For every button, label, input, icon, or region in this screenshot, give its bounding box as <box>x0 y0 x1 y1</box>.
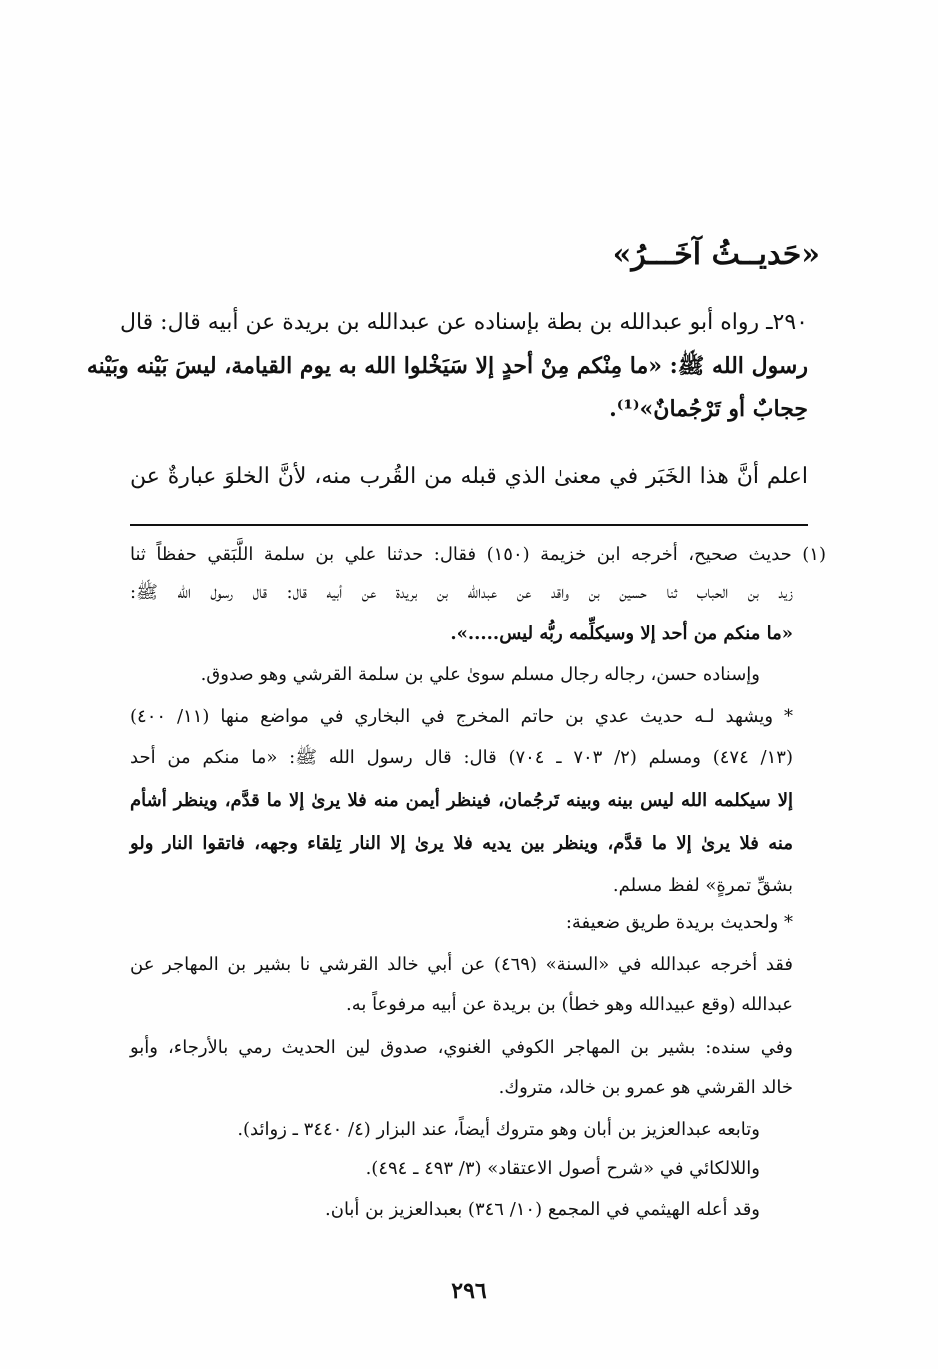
footnote-line: وتابعه عبدالعزيز بن أبان وهو متروك أيضاً، عند البزار (٤/ ٣٤٤٠ ـ زوائد). <box>237 1119 760 1140</box>
section-title: «حَديــثُ آخَـــرُ» <box>612 237 820 272</box>
footnote-line: (١) حديث صحيح، أخرجه ابن خزيمة (١٥٠) فقال: حدثنا علي بن سلمة اللَّبَقي حفظاً ثنا <box>130 544 826 565</box>
footnote-separator <box>130 524 808 526</box>
footnote-line: * ويشهد لـه حديث عدي بن حاتم المخرج في البخاري في مواضع منها (١١/ ٤٠٠) <box>130 706 793 727</box>
footnote-line: (١٣/ ٤٧٤) ومسلم (٢/ ٧٠٣ ـ ٧٠٤) قال: قال رسول الله ﷺ: «ما منكم من أحد <box>130 747 793 768</box>
footnote-line: منه فلا يرىٰ إلا ما قدَّم، وينظر بين يديه فلا يرىٰ إلا النار تِلقاء وجهه، فاتقوا النار ولو <box>130 833 793 854</box>
footnote-line: واللالكائي في «شرح أصول الاعتقاد» (٣/ ٤٩٣ ـ ٤٩٤). <box>365 1158 760 1179</box>
footnote-line: وقد أعله الهيثمي في المجمع (١٠/ ٣٤٦) بعبدالعزيز بن أبان. <box>325 1199 760 1220</box>
main-text-line: حِجابٌ أو تَرْجُمانٌ»⁽¹⁾. <box>609 396 808 422</box>
footnote-line: إلا سيكلمه الله ليس بينه وبينه تَرجُمان، فينظر أيمن منه فلا يرىٰ إلا ما قدَّم، وينظر أشأم <box>130 790 793 811</box>
footnote-line: وإسناده حسن، رجاله رجال مسلم سوىٰ علي بن سلمة القرشي وهو صدوق. <box>200 664 760 685</box>
page-number: ٢٩٦ <box>451 1278 487 1304</box>
footnote-line: عبدالله (وقع عبيدالله وهو خطأ) بن بريدة عن أبيه مرفوعاً به. <box>345 994 793 1015</box>
footnote-line: «ما منكم من أحد إلا وسيكلِّمه ربُّه ليس.....». <box>450 623 793 644</box>
footnote-line: وفي سنده: بشير بن المهاجر الكوفي الغنوي، صدوق لين الحديث رمي بالأرجاء، وأبو <box>130 1037 793 1058</box>
main-text-line: ٢٩٠ـ رواه أبو عبدالله بن بطة بإسناده عن عبدالله بن بريدة عن أبيه قال: قال <box>119 310 808 335</box>
main-text-line: اعلم أنَّ هذا الخَبَر في معنىٰ الذي قبله من القُرب منه، لأنَّ الخلوَ عبارةٌ عن <box>130 464 808 489</box>
footnote-line: بشقِّ تمرةٍ» لفظ مسلم. <box>612 875 793 896</box>
footnote-line: زيد بن الحباب ثنا حسين بن واقد عن عبدالله بن بريدة عن أبيه قال: قال رسول الله ﷺ: <box>130 582 793 603</box>
footnote-line: فقد أخرجه عبدالله في «السنة» (٤٦٩) عن أبي خالد القرشي نا بشير بن المهاجر عن <box>130 954 793 975</box>
main-text-line: رسول الله ﷺ: «ما مِنْكم مِنْ أحدٍ إلا سَيَخْلوا الله به يوم القيامة، ليسَ بَيْنه وبَيْنه <box>86 353 808 379</box>
footnote-line: * ولحديث بريدة طريق ضعيفة: <box>565 912 793 933</box>
footnote-line: خالد القرشي هو عمرو بن خالد، متروك. <box>498 1077 793 1098</box>
